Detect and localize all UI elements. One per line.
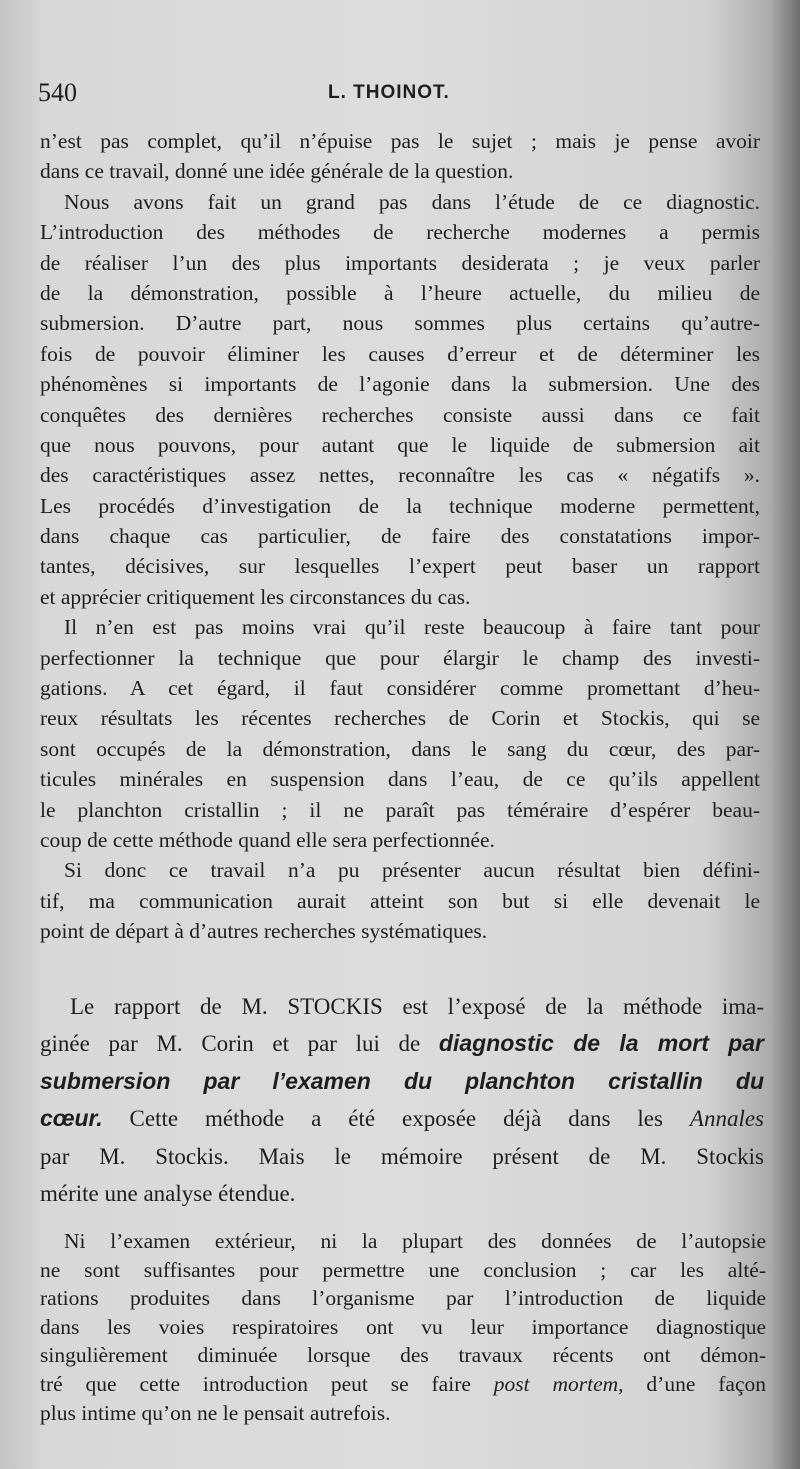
text-line <box>40 886 760 916</box>
text-line <box>40 734 760 764</box>
text-line <box>40 551 760 581</box>
text-run: tré que cette introduction peut se faire <box>40 1371 494 1396</box>
text-line <box>40 825 760 855</box>
text-run: diagnostic de la mort par <box>438 1030 764 1057</box>
text-line <box>40 612 760 642</box>
text-run: plus intime qu’on ne le pensait autrefois. <box>40 1400 391 1425</box>
text-line <box>40 1025 764 1062</box>
text-run: d’une façon <box>623 1371 766 1396</box>
text-run: ticules minérales en suspension dans l’eau, de ce qu’ils appellent <box>40 767 760 792</box>
text-line <box>40 1138 764 1175</box>
text-run: phénomènes si importants de l’agonie dans la submersion. Une des <box>40 372 760 397</box>
text-run: reux résultats les récentes recherches de Corin et Stockis, qui se <box>40 706 760 731</box>
text-run: que nous pouvons, pour autant que le liquide de submersion ait <box>40 432 760 457</box>
text-run: L’introduction des méthodes de recherche modernes a permis <box>40 220 760 245</box>
text-line <box>40 278 760 308</box>
review-intro-paragraph <box>40 988 764 1212</box>
text-run: Nous avons fait un grand pas dans l’étude de ce diagnostic. <box>64 189 760 214</box>
text-line <box>40 248 760 278</box>
text-line <box>40 582 760 612</box>
text-line <box>40 339 760 369</box>
text-line <box>40 916 760 946</box>
text-line <box>40 1175 764 1212</box>
text-run: fois de pouvoir éliminer les causes d’erreur et de déterminer les <box>40 341 760 366</box>
text-run: coup de cette méthode quand elle sera perfectionnée. <box>40 827 495 852</box>
text-line <box>40 369 760 399</box>
text-line <box>40 1341 766 1370</box>
text-run: Annales <box>689 1106 764 1132</box>
text-run: dans les voies respiratoires ont vu leur importance diagnostique <box>40 1314 766 1339</box>
page-number: 540 <box>38 78 77 107</box>
body-text-section-1 <box>40 126 760 947</box>
text-run: submersion. D’autre part, nous sommes plus certains qu’autre- <box>40 311 760 336</box>
text-line <box>40 795 760 825</box>
running-head: L. THOINOT. <box>328 82 450 103</box>
text-line <box>40 1399 766 1428</box>
text-run: cœur. <box>40 1105 103 1132</box>
text-run: ne sont suffisantes pour permettre une conclusion ; car les alté- <box>40 1257 766 1282</box>
text-run: Si donc ce travail n’a pu présenter aucun résultat bien défini- <box>64 858 760 883</box>
text-run: Le rapport de M. STOCKIS est l’exposé de la méthode ima- <box>70 994 764 1019</box>
text-run: de réaliser l’un des plus importants desiderata ; je veux parler <box>40 250 760 275</box>
text-line <box>40 673 760 703</box>
text-line <box>40 126 760 156</box>
text-line <box>40 1063 764 1100</box>
text-run: conquêtes des dernières recherches consiste aussi dans ce fait <box>40 402 760 427</box>
text-run: n’est pas complet, qu’il n’épuise pas le sujet ; mais je pense avoir <box>40 129 760 153</box>
text-line <box>40 855 760 885</box>
text-line <box>40 988 764 1025</box>
text-run: sont occupés de la démonstration, dans le sang du cœur, des par- <box>40 736 760 761</box>
text-run: Ni l’examen extérieur, ni la plupart des données de l’autopsie <box>64 1229 766 1253</box>
text-run: singulièrement diminuée lorsque des travaux récents ont démon- <box>40 1343 766 1368</box>
text-run: dans ce travail, donné une idée générale de la question. <box>40 159 514 184</box>
text-line <box>40 764 760 794</box>
text-run: tantes, décisives, sur lesquelles l’expert peut baser un rapport <box>40 554 760 579</box>
text-run: tif, ma communication aurait atteint son but si elle devenait le <box>40 888 760 913</box>
text-run: des caractéristiques assez nettes, reconnaître les cas « négatifs ». <box>40 463 760 488</box>
text-line <box>40 1256 766 1285</box>
text-line <box>40 643 760 673</box>
text-run: ginée par M. Corin et par lui de <box>40 1031 439 1057</box>
text-line <box>40 703 760 733</box>
text-line <box>40 1284 766 1313</box>
text-line <box>40 1227 766 1256</box>
text-line <box>40 491 760 521</box>
text-line <box>40 1100 764 1137</box>
page-header <box>38 78 758 118</box>
text-run: Il n’en est pas moins vrai qu’il reste beaucoup à faire tant pour <box>64 615 760 640</box>
text-line <box>40 308 760 338</box>
body-text-section-3 <box>40 1227 766 1427</box>
text-line <box>40 430 760 460</box>
text-run: par M. Stockis. Mais le mémoire présent de M. Stockis <box>40 1143 764 1169</box>
text-line <box>40 1313 766 1342</box>
text-run: point de départ à d’autres recherches systématiques. <box>40 919 488 944</box>
text-run: gations. A cet égard, il faut considérer comme promettant d’heu- <box>40 676 760 701</box>
text-run: et apprécier critiquement les circonstances du cas. <box>40 584 471 609</box>
text-run: Les procédés d’investigation de la technique moderne permettent, <box>40 493 760 518</box>
text-line <box>40 156 760 186</box>
text-run: le planchton cristallin ; il ne paraît pas téméraire d’espérer beau- <box>40 797 760 822</box>
text-run: perfectionner la technique que pour élargir le champ des investi- <box>40 645 760 670</box>
text-run: dans chaque cas particulier, de faire des constatations impor- <box>40 524 760 549</box>
text-line <box>40 217 760 247</box>
text-line <box>40 1370 766 1399</box>
text-run: rations produites dans l’organisme par l’introduction de liquide <box>40 1286 766 1311</box>
text-line <box>40 521 760 551</box>
text-line <box>40 460 760 490</box>
text-run: post mortem, <box>493 1371 624 1396</box>
text-run: mérite une analyse étendue. <box>40 1180 296 1206</box>
text-line <box>40 400 760 430</box>
text-run: Cette méthode a été exposée déjà dans les <box>102 1106 690 1132</box>
text-line <box>40 187 760 217</box>
text-run: submersion par l’examen du planchton cristallin du <box>40 1067 764 1094</box>
text-run: de la démonstration, possible à l’heure actuelle, du milieu de <box>40 280 760 305</box>
